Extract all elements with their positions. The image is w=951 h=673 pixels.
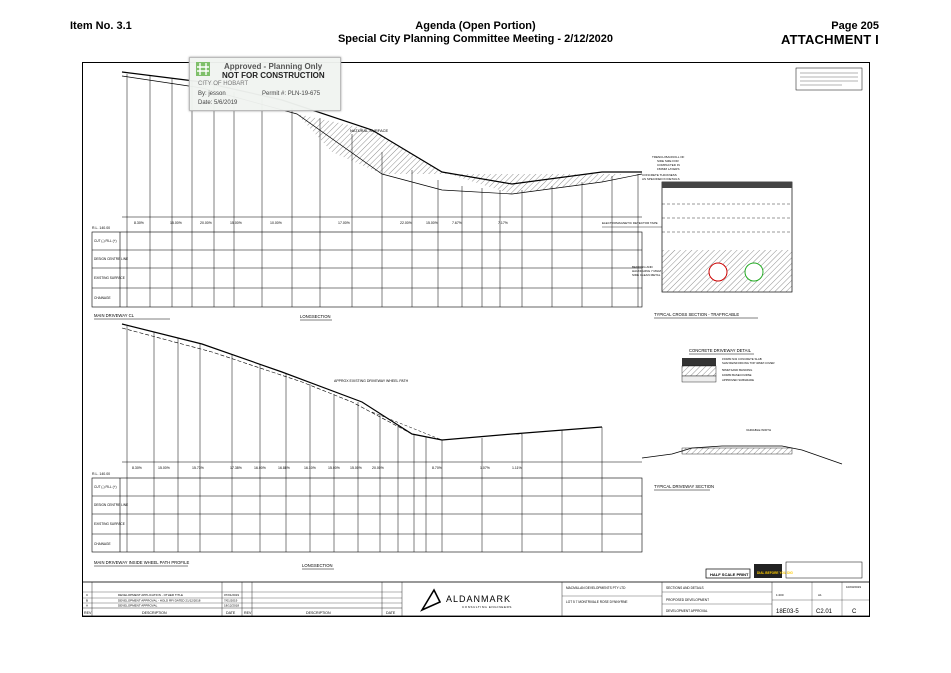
grade-label: 22.00% xyxy=(400,221,412,225)
row-label: DESIGN CENTRE LINE xyxy=(94,257,129,261)
grade-label: 20.00% xyxy=(200,221,212,225)
concrete-note: 100MM BASECOURSE xyxy=(722,373,752,377)
grade-label: 15.00% xyxy=(426,221,438,225)
section1-title: MAIN DRIVEWAY CL xyxy=(94,313,134,318)
approved-by xyxy=(198,91,226,97)
bedding-label: BEDDING AND xyxy=(632,265,653,269)
revision-rev: A xyxy=(86,603,89,608)
permit-label: Permit #: xyxy=(262,91,287,97)
col-rev: REV xyxy=(244,611,252,615)
sheet-size: A1 xyxy=(818,593,822,597)
trench-label: TRENCH BACKFILL OF xyxy=(652,155,685,159)
grade-label: 20.00% xyxy=(372,466,384,470)
row-label: CUT (-) FILL (+) xyxy=(94,239,117,243)
agenda-title: Agenda (Open Portion) xyxy=(415,20,536,32)
grade-label: 16.88% xyxy=(278,466,290,470)
scale-value: 1:200 xyxy=(776,593,784,597)
hobart-logo-icon xyxy=(196,62,210,76)
job-number: 18E03-5 xyxy=(776,609,799,615)
revision-desc: DEVELOPMENT APPROVAL xyxy=(118,603,158,608)
revision-date: 07/01/2019 xyxy=(224,593,240,597)
trench-label: SIDE SIZE FOR xyxy=(657,159,679,163)
date-label: Date: xyxy=(198,100,213,106)
concrete-note: APPROVED SUBGRADE xyxy=(722,378,755,382)
grade-label: 16.10% xyxy=(304,466,316,470)
drawing-number: C2.01 xyxy=(816,609,833,615)
concrete-note: 150MM N32 CONCRETE SLAB xyxy=(722,357,762,361)
dial-before-label: DIAL BEFORE YOU DIG xyxy=(757,571,793,575)
col-rev: REV xyxy=(84,611,92,615)
company-subtitle: CONSULTING ENGINEERS xyxy=(462,605,512,609)
grade-label: 7.67% xyxy=(452,221,462,225)
revision-desc: DEVELOPMENT APPROVAL - HOLD RFI DATED 21/12/2018 xyxy=(118,598,201,603)
col-date: DATE xyxy=(226,611,236,615)
trench-label: 150MM LAYERS xyxy=(657,167,680,171)
grade-label: 8.30% xyxy=(132,466,142,470)
attachment-label: ATTACHMENT I xyxy=(781,32,879,47)
revision-rev: B xyxy=(86,598,89,603)
grade-label: 15.00% xyxy=(230,221,242,225)
col-date: DATE xyxy=(386,611,396,615)
grade-label: 15.73% xyxy=(192,466,204,470)
datum-label: R.L. 140.00 xyxy=(92,472,111,476)
trench-label: AS SPECIFIED IN DETAILS xyxy=(642,177,680,181)
row-label: EXISTING SURFACE xyxy=(94,522,125,526)
page-number: Page 205 xyxy=(831,20,879,32)
not-for-construction-label: NOT FOR CONSTRUCTION xyxy=(222,71,325,80)
half-scale-label: HALF SCALE PRINT xyxy=(710,572,749,577)
approval-stamp xyxy=(189,57,341,111)
datum-label: R.L. 140.00 xyxy=(92,226,111,230)
grade-label: 1.11% xyxy=(512,466,522,470)
revision-desc: DEVELOPMENT APPLICATION - OTHER TITLE xyxy=(118,593,184,597)
grade-label: 15.00% xyxy=(170,221,182,225)
revision-value: C xyxy=(852,609,857,615)
company-name: ALDANMARK xyxy=(446,594,512,604)
date-value: 5/6/2019 xyxy=(214,100,238,106)
by-label: By: xyxy=(198,91,207,97)
row-label: DESIGN CENTRE LINE xyxy=(94,503,129,507)
wheel-path-label: APPROX EXISTING DRIVEWAY WHEEL PATH xyxy=(334,379,409,383)
detector-tape-label: ELECTROMAGNETIC DETECTOR TAPE xyxy=(602,221,658,225)
city-label: CITY OF HOBART xyxy=(198,81,249,87)
grade-label: 1.07% xyxy=(480,466,490,470)
grade-label: 8.30% xyxy=(134,221,144,225)
grade-label: 15.00% xyxy=(350,466,362,470)
revision-rev: C xyxy=(86,593,89,597)
drawing-date: 10/03/2019 xyxy=(846,585,862,589)
grade-label: 15.00% xyxy=(158,466,170,470)
page-header xyxy=(781,20,879,46)
revision-date: 7/01/2019 xyxy=(224,598,238,603)
by-value: jesson xyxy=(208,91,226,97)
project-address: LOT 5 7 MONTRIVALE ROSE DYNNYRNE xyxy=(566,600,628,604)
engineering-drawing-sheet xyxy=(82,62,870,617)
variable-width-label: VARIABLE WIDTH xyxy=(746,428,772,432)
item-number: Item No. 3.1 xyxy=(70,20,132,32)
row-label: EXISTING SURFACE xyxy=(94,276,125,280)
bedding-label: SIDE CLEAN METAL xyxy=(632,273,661,277)
trafficable-title: TYPICAL CROSS SECTION - TRAFFICABLE xyxy=(654,312,740,317)
grade-label: 17.38% xyxy=(230,466,242,470)
status-approval: DEVELOPMENT APPROVAL xyxy=(666,609,708,613)
concrete-note: 50MM SAND BLINDING xyxy=(722,368,753,372)
col-description: DESCRIPTION xyxy=(142,611,167,615)
meeting-title: Special City Planning Committee Meeting - 2/12/2020 xyxy=(337,33,614,45)
natural-surface-label: NATURAL SURFACE xyxy=(350,128,389,133)
concrete-detail-title: CONCRETE DRIVEWAY DETAIL xyxy=(689,348,751,353)
grade-label: 15.00% xyxy=(328,466,340,470)
trench-label: COMPACTED IN xyxy=(657,163,680,167)
bedding-label: HAUNCHING 7 MGM xyxy=(632,269,661,273)
client-name: MACMILLAN DEVELOPMENTS PTY LTD xyxy=(566,586,626,590)
row-label: CHAINAGE xyxy=(94,542,111,546)
status-proposed: PROPOSED DEVELOPMENT xyxy=(666,598,710,602)
revision-date: 18/12/2018 xyxy=(224,603,240,608)
permit-value: PLN-19-675 xyxy=(287,91,321,97)
sheet-title: SECTIONS AND DETAILS xyxy=(666,586,704,590)
driveway-section-title: TYPICAL DRIVEWAY SECTION xyxy=(654,484,715,489)
trench-label: CONCRETE THICKNESS xyxy=(642,173,677,177)
row-label: CUT (-) FILL (+) xyxy=(94,485,117,489)
section2-title: MAIN DRIVEWAY INSIDE WHEEL PATH PROFILE xyxy=(94,560,190,565)
row-label: CHAINAGE xyxy=(94,296,111,300)
stamp-date xyxy=(198,100,237,106)
grade-label: 8.70% xyxy=(432,466,442,470)
permit-number xyxy=(262,91,320,97)
section2-subtitle: LONGSECTION xyxy=(302,563,333,568)
section1-subtitle: LONGSECTION xyxy=(300,314,331,319)
grade-label: 10.00% xyxy=(270,221,282,225)
grade-label: 17.00% xyxy=(338,221,350,225)
concrete-note: SL82 REINFORCING TOP 40MM COVER xyxy=(722,361,775,365)
col-description: DESCRIPTION xyxy=(306,611,331,615)
approved-label: Approved - Planning Only xyxy=(224,62,323,71)
grade-label: 16.00% xyxy=(254,466,266,470)
grade-label: 7.17% xyxy=(498,221,508,225)
